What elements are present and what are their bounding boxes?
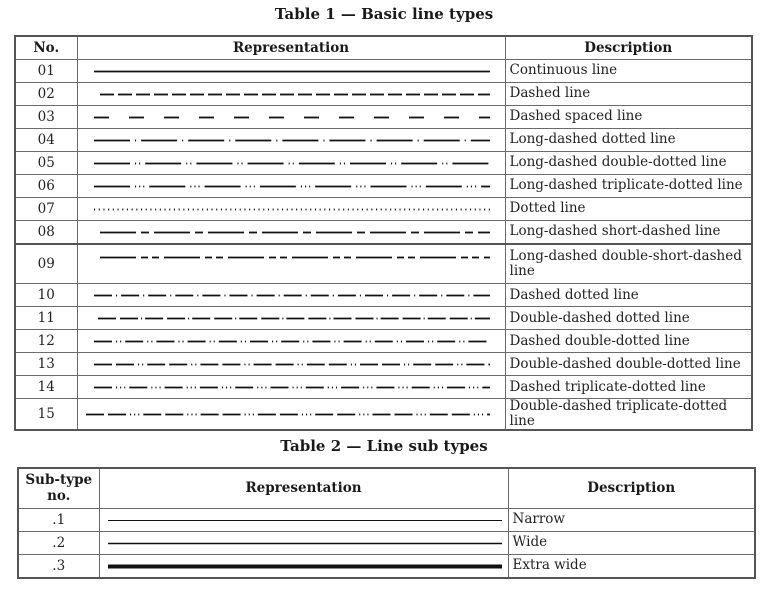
line-sub-types-table — [17, 467, 756, 579]
double-dashed-triplicate-dotted-line-icon — [78, 403, 506, 425]
table-row — [15, 353, 752, 376]
table-row — [15, 220, 752, 244]
table-row — [15, 244, 752, 284]
line-representation — [77, 353, 505, 376]
line-representation — [77, 330, 505, 353]
table-row — [15, 151, 752, 174]
row-number: 01 — [15, 59, 77, 82]
subtype-description: Narrow — [508, 508, 755, 531]
line-representation — [99, 508, 508, 531]
header-description: Description — [505, 36, 752, 59]
dashed-dotted-line-icon — [78, 284, 506, 306]
line-representation — [99, 531, 508, 554]
line-description: Dashed triplicate-dotted line — [505, 376, 752, 399]
line-extra-wide-icon — [100, 555, 509, 577]
long-dashed-double-dotted-line-icon — [78, 152, 506, 174]
row-number: 04 — [15, 128, 77, 151]
line-representation — [77, 197, 505, 220]
basic-line-types-table — [14, 35, 753, 431]
line-representation — [77, 284, 505, 307]
table-row — [18, 554, 755, 578]
line-representation — [77, 399, 505, 431]
long-dashed-short-dashed-line-icon — [78, 221, 506, 243]
table-row — [15, 82, 752, 105]
row-number: 12 — [15, 330, 77, 353]
table1-caption: Table 1 — Basic line types — [274, 5, 494, 23]
subtype-number: .3 — [18, 554, 99, 578]
line-description: Continuous line — [505, 59, 752, 82]
subtype-description: Wide — [508, 531, 755, 554]
header-representation: Representation — [77, 36, 505, 59]
table-row — [15, 330, 752, 353]
line-description: Long-dashed dotted line — [505, 128, 752, 151]
line-representation — [77, 59, 505, 82]
table-row — [15, 59, 752, 82]
subtype-number: .2 — [18, 531, 99, 554]
table-row — [15, 399, 752, 431]
dashed-triplicate-dotted-line-icon — [78, 376, 506, 398]
row-number: 08 — [15, 220, 77, 244]
line-description: Double-dashed dotted line — [505, 307, 752, 330]
table-row — [18, 531, 755, 554]
row-number: 05 — [15, 151, 77, 174]
row-number: 13 — [15, 353, 77, 376]
row-number: 09 — [15, 244, 77, 284]
line-representation — [99, 554, 508, 578]
row-number: 11 — [15, 307, 77, 330]
double-dashed-double-dotted-line-icon — [78, 353, 506, 375]
row-number: 10 — [15, 284, 77, 307]
line-representation — [77, 220, 505, 244]
header-representation: Representation — [99, 468, 508, 508]
continuous-line-icon — [78, 60, 506, 82]
row-number: 07 — [15, 197, 77, 220]
table-row — [15, 174, 752, 197]
line-description: Long-dashed double-short-dashed line — [505, 244, 752, 284]
dashed-double-dotted-line-icon — [78, 330, 506, 352]
table-row — [15, 128, 752, 151]
table2-caption: Table 2 — Line sub types — [280, 437, 488, 455]
table-row — [15, 105, 752, 128]
row-number: 03 — [15, 105, 77, 128]
line-representation — [77, 105, 505, 128]
double-dashed-dotted-line-icon — [78, 307, 506, 329]
line-description: Long-dashed double-dotted line — [505, 151, 752, 174]
line-representation — [77, 244, 505, 284]
dashed-spaced-line-icon — [78, 106, 506, 128]
header-description: Description — [508, 468, 755, 508]
table-row — [15, 376, 752, 399]
subtype-number: .1 — [18, 508, 99, 531]
line-representation — [77, 151, 505, 174]
table-row — [18, 508, 755, 531]
line-representation — [77, 82, 505, 105]
header-subtype-no: Sub-type no. — [18, 468, 99, 508]
table-row — [15, 307, 752, 330]
dotted-line-icon — [78, 198, 506, 220]
table-row — [15, 197, 752, 220]
row-number: 02 — [15, 82, 77, 105]
line-description: Double-dashed double-dotted line — [505, 353, 752, 376]
line-description: Long-dashed triplicate-dotted line — [505, 174, 752, 197]
line-description: Dashed dotted line — [505, 284, 752, 307]
row-number: 06 — [15, 174, 77, 197]
subtype-description: Extra wide — [508, 554, 755, 578]
line-description: Long-dashed short-dashed line — [505, 220, 752, 244]
line-narrow-icon — [100, 509, 509, 531]
line-representation — [77, 174, 505, 197]
line-wide-icon — [100, 532, 509, 554]
row-number: 14 — [15, 376, 77, 399]
line-description: Dotted line — [505, 197, 752, 220]
line-description: Double-dashed triplicate-dotted line — [505, 399, 752, 431]
dashed-line-icon — [78, 83, 506, 105]
line-representation — [77, 307, 505, 330]
row-number: 15 — [15, 399, 77, 431]
long-dashed-triplicate-dotted-line-icon — [78, 175, 506, 197]
line-description: Dashed spaced line — [505, 105, 752, 128]
line-representation — [77, 128, 505, 151]
line-representation — [77, 376, 505, 399]
table-row — [15, 284, 752, 307]
line-description: Dashed double-dotted line — [505, 330, 752, 353]
line-description: Dashed line — [505, 82, 752, 105]
long-dashed-dotted-line-icon — [78, 129, 506, 151]
long-dashed-double-short-dashed-line-icon — [78, 246, 506, 268]
header-no: No. — [15, 36, 77, 59]
